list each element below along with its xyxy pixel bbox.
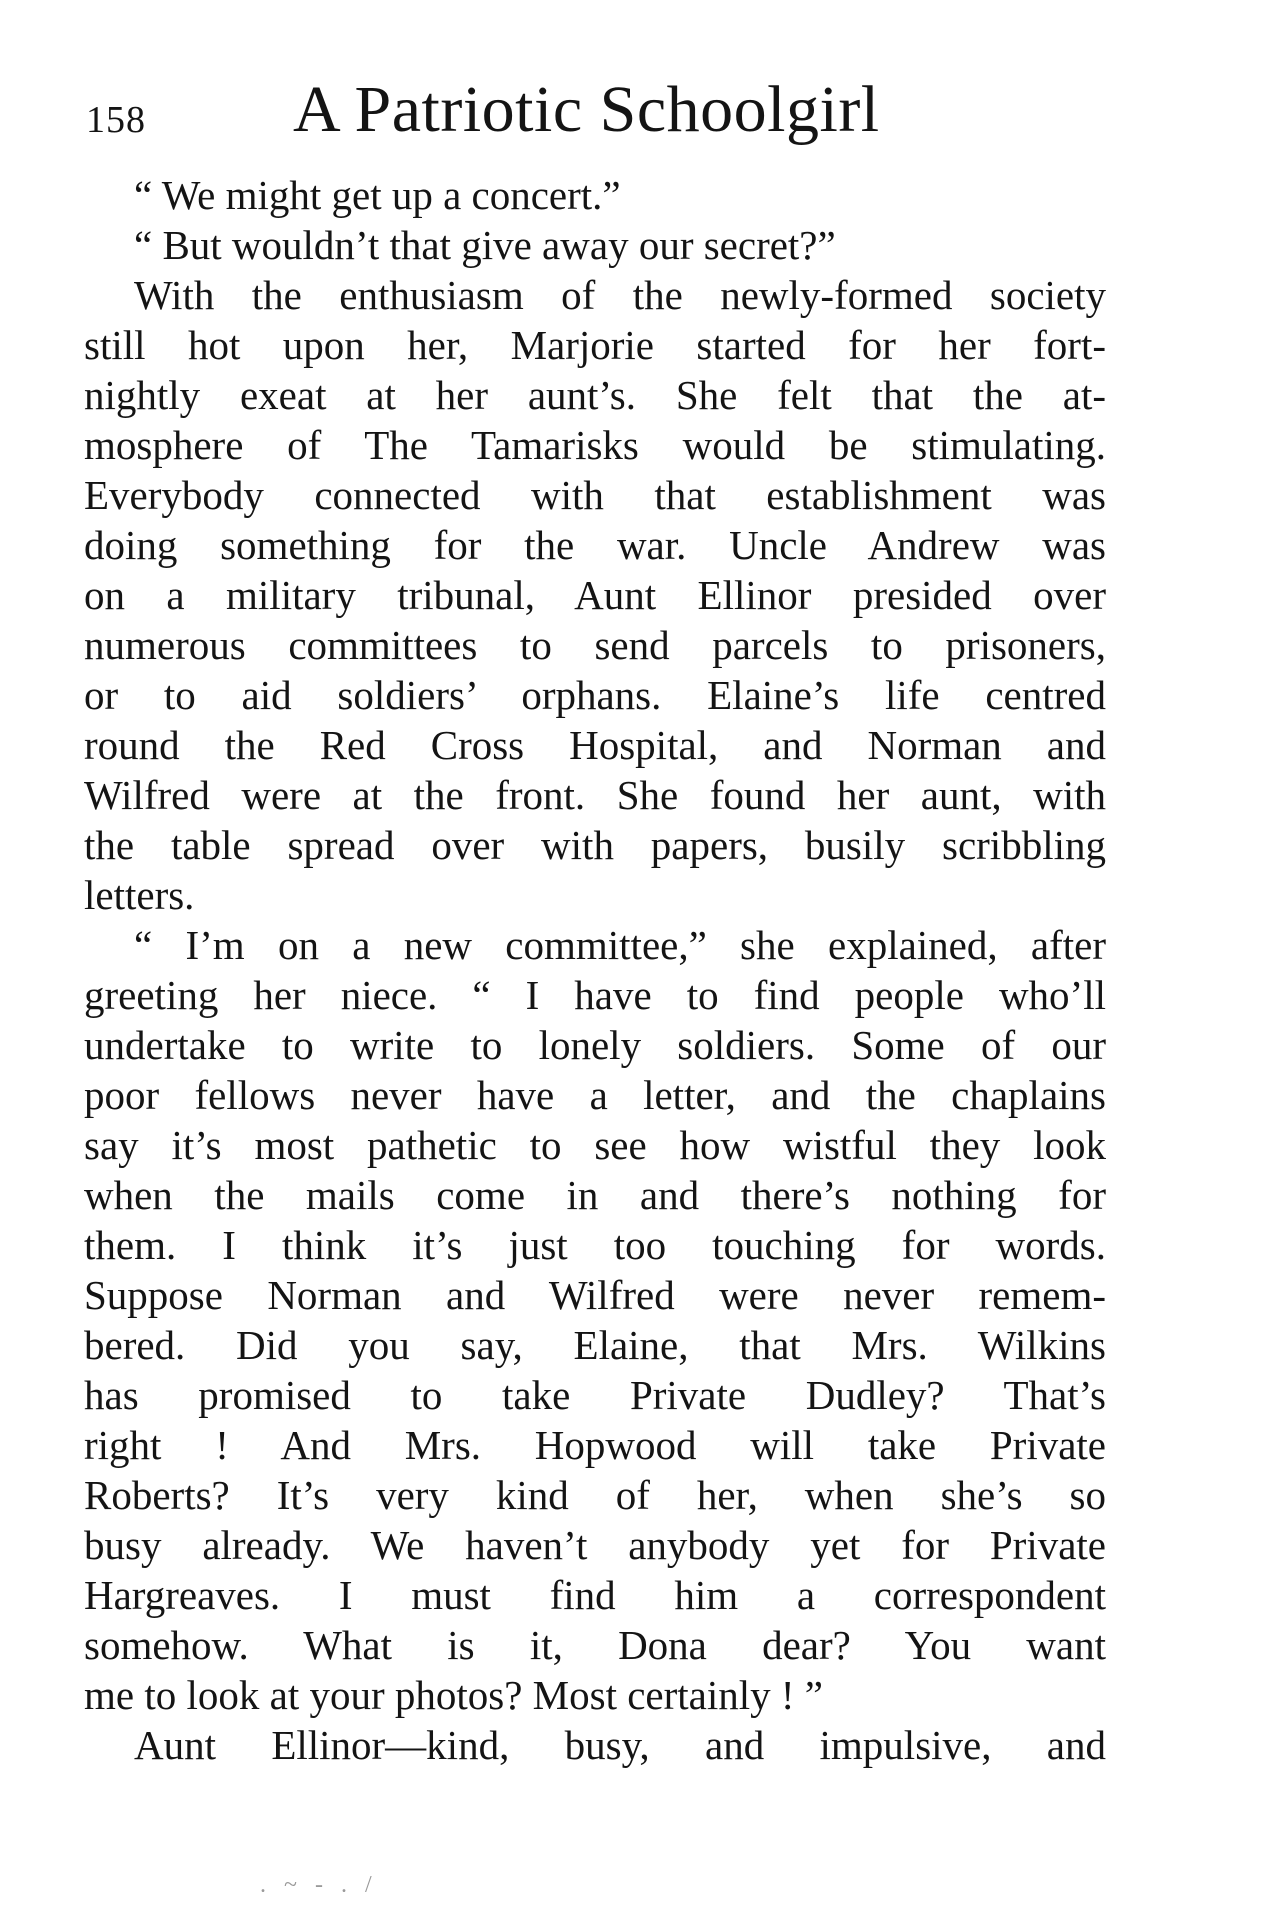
body-text: [84, 170, 1106, 1770]
text-line: say it’s most pathetic to see how wistful they look: [84, 1122, 1106, 1168]
text-line: Suppose Norman and Wilfred were never remem-: [84, 1272, 1106, 1318]
text-line: “ But wouldn’t that give away our secret?”: [134, 222, 836, 268]
text-line: has promised to take Private Dudley? That’s: [84, 1372, 1106, 1418]
text-line: me to look at your photos? Most certainly ! ”: [84, 1672, 823, 1718]
text-line: when the mails come in and there’s nothing for: [84, 1172, 1106, 1218]
text-line: greeting her niece. “ I have to find people who’ll: [84, 972, 1106, 1018]
text-line: letters.: [84, 872, 195, 918]
text-line: Aunt Ellinor—kind, busy, and impulsive, and: [134, 1722, 1106, 1768]
text-line: or to aid soldiers’ orphans. Elaine’s life centred: [84, 672, 1106, 718]
text-line: busy already. We haven’t anybody yet for Private: [84, 1522, 1106, 1568]
text-line: Roberts? It’s very kind of her, when she’s so: [84, 1472, 1106, 1518]
text-line: With the enthusiasm of the newly-formed society: [134, 272, 1106, 318]
text-line: doing something for the war. Uncle Andrew was: [84, 522, 1106, 568]
text-line: “ I’m on a new committee,” she explained, after: [134, 922, 1106, 968]
page-number: 158: [86, 99, 146, 141]
text-line: “ We might get up a concert.”: [134, 172, 621, 218]
text-line: round the Red Cross Hospital, and Norman and: [84, 722, 1106, 768]
text-line: on a military tribunal, Aunt Ellinor presided over: [84, 572, 1106, 618]
text-line: numerous committees to send parcels to prisoners,: [84, 622, 1106, 668]
text-line: nightly exeat at her aunt’s. She felt that the at-: [84, 372, 1106, 418]
book-title: A Patriotic Schoolgirl: [293, 73, 880, 146]
text-line: right ! And Mrs. Hopwood will take Private: [84, 1422, 1106, 1468]
print-smudge: . ~ - . /: [260, 1872, 378, 1898]
text-line: somehow. What is it, Dona dear? You want: [84, 1622, 1106, 1668]
text-line: Everybody connected with that establishment was: [84, 472, 1106, 518]
running-head: [86, 72, 1106, 162]
text-line: mosphere of The Tamarisks would be stimulating.: [84, 422, 1106, 468]
text-line: them. I think it’s just too touching for words.: [84, 1222, 1106, 1268]
text-line: Hargreaves. I must find him a correspondent: [84, 1572, 1106, 1618]
text-line: Wilfred were at the front. She found her aunt, with: [84, 772, 1106, 818]
text-line: undertake to write to lonely soldiers. Some of our: [84, 1022, 1106, 1068]
text-line: bered. Did you say, Elaine, that Mrs. Wilkins: [84, 1322, 1106, 1368]
text-line: the table spread over with papers, busily scribbling: [84, 822, 1106, 868]
text-line: still hot upon her, Marjorie started for her fort-: [84, 322, 1106, 368]
text-line: poor fellows never have a letter, and the chaplains: [84, 1072, 1106, 1118]
